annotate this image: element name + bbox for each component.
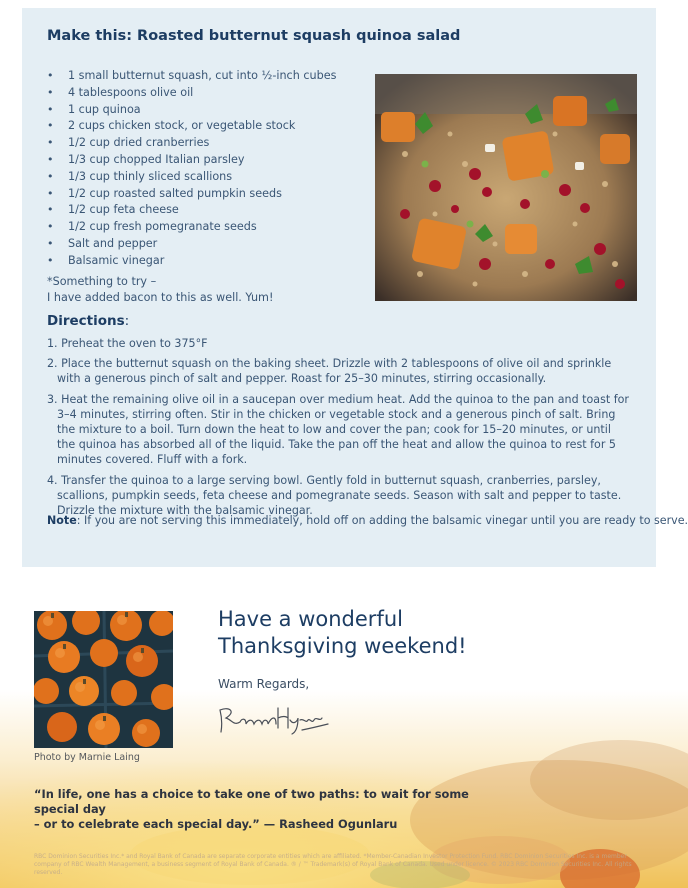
directions-heading (47, 313, 129, 329)
bullet-icon: • (47, 136, 54, 150)
greeting-line: Thanksgiving weekend! (218, 634, 467, 658)
ingredient-item (47, 118, 367, 135)
greeting-heading (218, 606, 518, 660)
greeting-line: Have a wonderful (218, 607, 403, 631)
bullet-icon: • (47, 119, 54, 133)
directions-list (47, 336, 632, 518)
ingredient-item (47, 102, 367, 119)
bullet-icon: • (47, 169, 54, 183)
ingredient-text: 1/2 cup dried cranberries (68, 136, 210, 150)
note-label: Note (47, 514, 77, 527)
ingredient-item (47, 68, 367, 85)
ingredient-text: 1/2 cup roasted salted pumpkin seeds (68, 186, 282, 200)
ingredient-text: 4 tablespoons olive oil (68, 85, 194, 99)
recipe-card (22, 8, 688, 567)
ingredient-item (47, 219, 367, 236)
bullet-icon: • (47, 253, 54, 267)
recipe-tip (47, 274, 367, 306)
bullet-icon: • (47, 236, 54, 250)
bullet-icon: • (47, 69, 54, 82)
pumpkins-image (34, 611, 173, 748)
bullet-icon: • (47, 85, 54, 99)
ingredient-item (47, 186, 367, 203)
ingredient-list (47, 68, 367, 270)
legal-disclaimer: RBC Dominion Securities Inc.* and Royal Bank of Canada are separate corporate entities which are affiliated. *Member-Canadian Investor Protection Fund. RBC Dominion Securities Inc. is a member company of RBC Wealth Management, a business segment of Royal Bank of Canada. ® / ™ Trademark(s) of Royal Bank of Canada. Used under licence. © 2023 RBC Dominion Securities Inc. All rights reserved. (34, 853, 632, 876)
ingredient-item (47, 169, 367, 186)
ingredient-item (47, 135, 367, 152)
tip-line: I have added bacon to this as well. Yum! (47, 291, 274, 304)
direction-step: 3. Heat the remaining olive oil in a saucepan over medium heat. Add the quinoa to the pan and toast for 3–4 minutes, stirring often. Stir in the chicken or vegetable stock and a generous pinch of salt. Bring the mixture to a boil. Turn down the heat to low and cover the pan; cook for 15–20 minutes, or until the quinoa has absorbed all of the liquid. Take the pan off the heat and allow the quinoa to rest for 5 minutes covered. Fluff with a fork. (47, 392, 629, 467)
ingredient-item (47, 202, 367, 219)
ingredient-text: 1/3 cup thinly sliced scallions (68, 169, 233, 183)
ingredient-text: 2 cups chicken stock, or vegetable stock (68, 119, 296, 133)
salad-photo (375, 74, 637, 301)
signature-icon (216, 700, 331, 736)
ingredient-text: 1/3 cup chopped Italian parsley (68, 152, 245, 166)
direction-step: 2. Place the butternut squash on the baking sheet. Drizzle with 2 tablespoons of olive oil and sprinkle with a generous pinch of salt and pepper. Roast for 25–30 minutes, stirring occasionally. (47, 357, 612, 386)
note-text: : If you are not serving this immediately, hold off on adding the balsamic vinegar until you are ready to serve. (76, 514, 688, 527)
bullet-icon: • (47, 203, 54, 217)
photo-credit: Photo by Marnie Laing (34, 752, 140, 763)
signoff: Warm Regards, (218, 677, 310, 691)
ingredient-text: Balsamic vinegar (68, 253, 165, 267)
ingredient-item (47, 253, 367, 270)
ingredient-item (47, 85, 367, 102)
bullet-icon: • (47, 152, 54, 166)
ingredient-text: Salt and pepper (68, 236, 158, 250)
direction-step: 1. Preheat the oven to 375°F (47, 337, 208, 350)
ingredient-item (47, 236, 367, 253)
quote-line: – or to celebrate each special day.” — Rasheed Ogunlaru (34, 817, 398, 831)
bullet-icon: • (47, 102, 54, 116)
bullet-icon: • (47, 220, 54, 234)
recipe-title: Make this: Roasted butternut squash quinoa salad (47, 28, 461, 44)
bullet-icon: • (47, 186, 54, 200)
recipe-note (47, 513, 688, 528)
pumpkins-photo (34, 611, 173, 748)
ingredient-item (47, 152, 367, 169)
directions-heading-text: Directions (47, 313, 125, 329)
inspirational-quote (34, 787, 474, 832)
directions-heading-colon: : (124, 313, 130, 329)
direction-step: 4. Transfer the quinoa to a large serving bowl. Gently fold in butternut squash, cranberries, parsley, scallions, pumpkin seeds, feta cheese and pomegranate seeds. Season with salt and pepper to taste. Drizzle the mixture with the balsamic vinegar. (47, 473, 622, 518)
ingredient-text: 1 cup quinoa (68, 102, 141, 116)
ingredient-text: 1 small butternut squash, cut into ½-inch cubes (68, 69, 337, 82)
salad-image (375, 74, 637, 301)
quote-line: “In life, one has a choice to take one of two paths: to wait for some special day (34, 787, 469, 816)
tip-line: *Something to try – (47, 275, 157, 288)
ingredient-text: 1/2 cup fresh pomegranate seeds (68, 220, 257, 234)
handwritten-signature (216, 700, 331, 736)
ingredient-text: 1/2 cup feta cheese (68, 203, 179, 217)
